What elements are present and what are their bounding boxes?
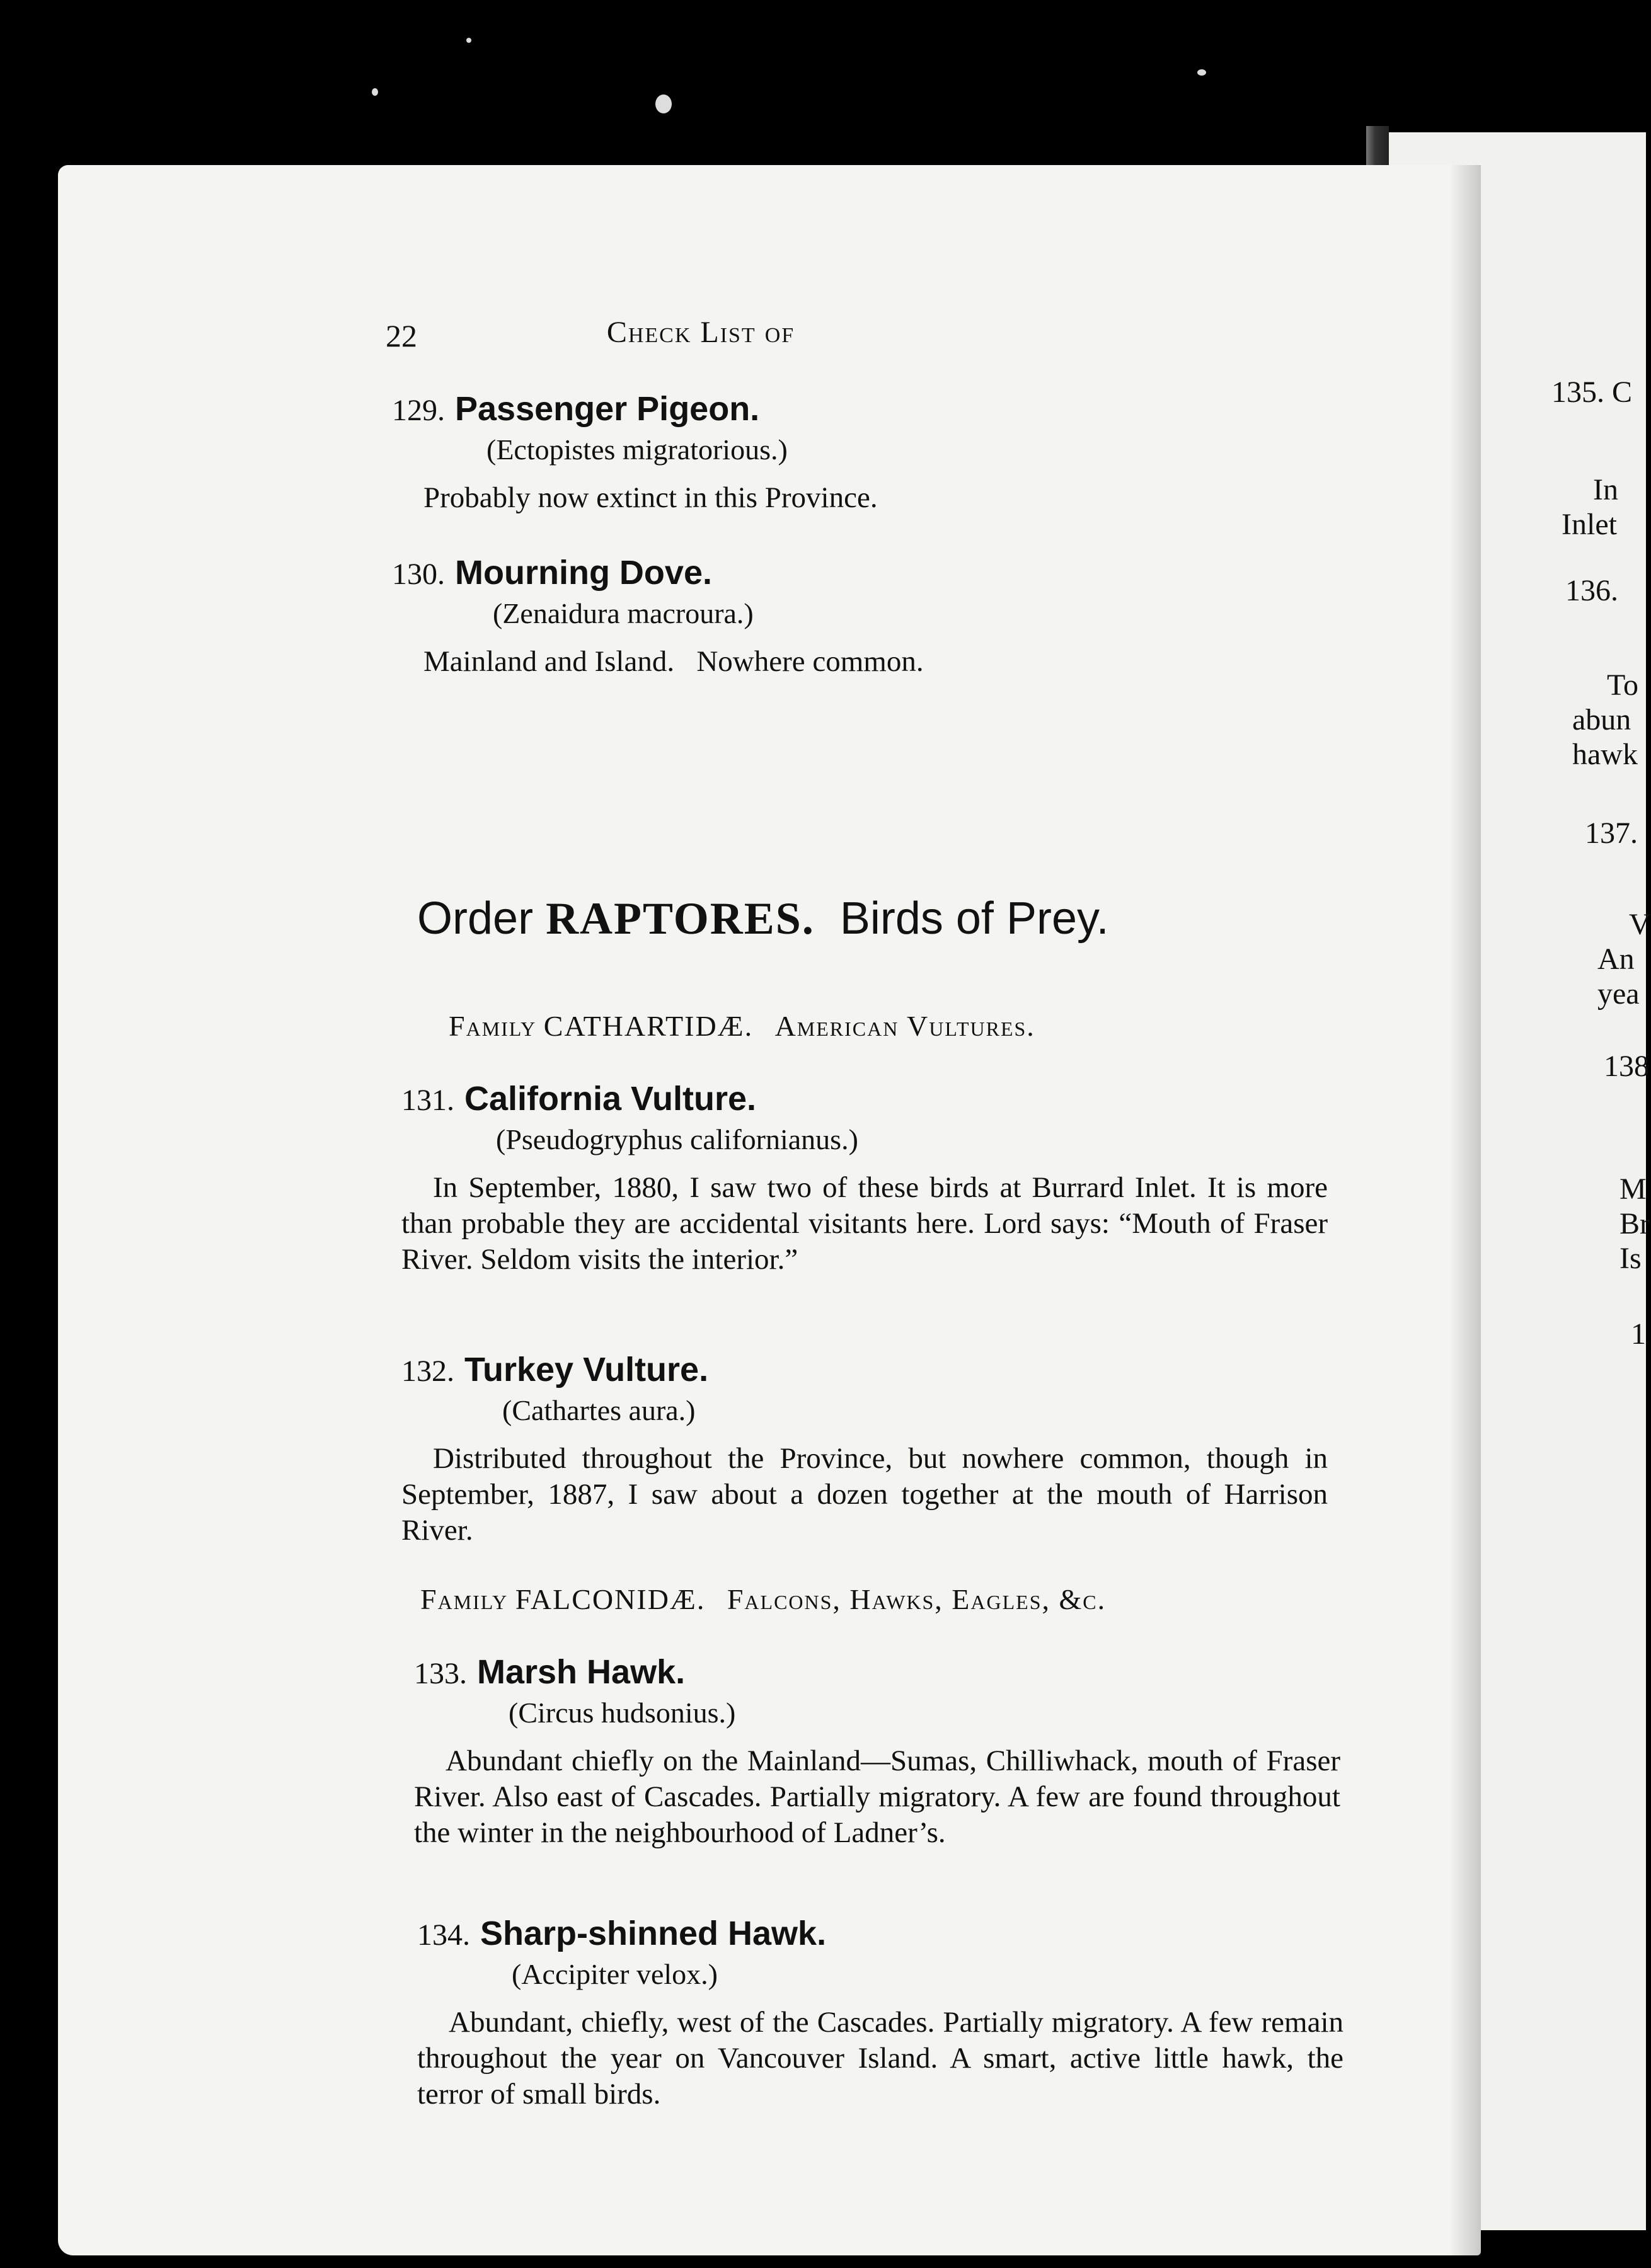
entry-title bbox=[414, 1652, 1340, 1692]
facing-page-fragment: Is bbox=[1619, 1242, 1642, 1275]
book-page bbox=[58, 165, 1481, 2255]
entry-description: Abundant chiefly on the Mainland—Sumas, Chilliwhack, mouth of Fraser River. Also east of Cascades. Partially migratory. A few are found throughout the winter in the neighbourhood of Ladner’s. bbox=[414, 1744, 1340, 1849]
species-name: Sharp-shinned Hawk. bbox=[480, 1915, 827, 1952]
latin-name: (Circus hudsonius.) bbox=[509, 1697, 736, 1729]
scan-speck bbox=[372, 88, 378, 96]
facing-page-fragment: 136. bbox=[1565, 574, 1618, 607]
species-entry bbox=[414, 1652, 1340, 1851]
facing-page-fragment: To bbox=[1607, 668, 1638, 702]
latin-name: (Accipiter velox.) bbox=[512, 1958, 718, 1990]
family-heading bbox=[449, 1009, 1331, 1043]
scan-speck bbox=[466, 38, 471, 43]
species-entry bbox=[392, 389, 1318, 516]
family-common-name: American Vultures. bbox=[774, 1010, 1035, 1042]
entry-title bbox=[392, 389, 1318, 429]
scan-speck bbox=[655, 94, 672, 113]
facing-page-fragment: 138 bbox=[1604, 1050, 1649, 1083]
species-name: California Vulture. bbox=[464, 1080, 757, 1118]
entry-number: 130. bbox=[392, 558, 445, 591]
family-name: FALCONIDÆ. bbox=[515, 1583, 706, 1615]
scan-speck bbox=[1197, 69, 1206, 76]
species-name: Mourning Dove. bbox=[455, 554, 712, 592]
order-heading bbox=[417, 893, 1299, 945]
entry-description: Abundant, chiefly, west of the Cascades. Partially migratory. A few remain throughout the year on Vancouver Island. A smart, active little hawk, the terror of small birds. bbox=[417, 2006, 1343, 2110]
species-entry bbox=[401, 1349, 1328, 1549]
page-curl-shade bbox=[1449, 165, 1481, 2255]
facing-page-fragment: V bbox=[1629, 908, 1651, 941]
entry-description: Mainland and Island. Nowhere common. bbox=[423, 645, 924, 678]
facing-page-fragment: 1 bbox=[1631, 1317, 1646, 1351]
family-name: CATHARTIDÆ. bbox=[543, 1010, 754, 1042]
entry-number: 132. bbox=[401, 1354, 454, 1388]
latin-name: (Cathartes aura.) bbox=[502, 1394, 696, 1426]
order-common-name: Birds of Prey. bbox=[839, 893, 1109, 944]
page-number: 22 bbox=[386, 318, 417, 353]
latin-name: (Zenaidura macroura.) bbox=[493, 597, 754, 629]
facing-page-fragment: yea bbox=[1597, 977, 1640, 1011]
entry-number: 129. bbox=[392, 394, 445, 427]
order-prefix: Order bbox=[417, 893, 534, 944]
facing-page-fragment: M bbox=[1619, 1172, 1647, 1206]
facing-page-fragment: hawk bbox=[1572, 738, 1638, 771]
entry-description: Distributed throughout the Province, but nowhere common, though in September, 1887, I saw about a dozen together at the mouth of Harrison River. bbox=[401, 1442, 1328, 1547]
facing-page-fragment: 135. C bbox=[1551, 375, 1633, 409]
species-name: Marsh Hawk. bbox=[477, 1653, 686, 1691]
family-label: Family bbox=[420, 1583, 509, 1615]
entry-title bbox=[392, 553, 1318, 593]
facing-page-fragment: In bbox=[1593, 473, 1618, 507]
facing-page-fragment: Inlet bbox=[1562, 508, 1617, 541]
facing-page-fragment: Br bbox=[1619, 1207, 1650, 1240]
species-name: Passenger Pigeon. bbox=[455, 390, 760, 428]
family-heading bbox=[420, 1583, 1303, 1616]
entry-title bbox=[401, 1349, 1328, 1390]
facing-page-fragment: An bbox=[1597, 942, 1635, 976]
entry-title bbox=[401, 1079, 1328, 1119]
entry-description: In September, 1880, I saw two of these birds at Burrard Inlet. It is more than probable they are accidental visitants here. Lord says: “Mouth of Fraser River. Seldom visits the interior.” bbox=[401, 1171, 1328, 1276]
entry-title bbox=[417, 1913, 1343, 1954]
latin-name: (Ectopistes migratorious.) bbox=[486, 433, 788, 466]
running-header: Check List of bbox=[606, 316, 795, 349]
entry-description: Probably now extinct in this Province. bbox=[423, 481, 878, 514]
order-name: RAPTORES. bbox=[546, 893, 815, 944]
entry-number: 133. bbox=[414, 1657, 467, 1690]
family-label: Family bbox=[449, 1010, 537, 1042]
family-common-name: Falcons, Hawks, Eagles, &c. bbox=[727, 1583, 1107, 1615]
facing-page-fragment: abun bbox=[1572, 703, 1631, 736]
species-entry bbox=[401, 1079, 1328, 1278]
facing-page-fragment: 137. bbox=[1585, 816, 1638, 850]
species-entry bbox=[417, 1913, 1343, 2112]
entry-number: 131. bbox=[401, 1084, 454, 1117]
species-entry bbox=[392, 553, 1318, 680]
entry-number: 134. bbox=[417, 1918, 470, 1952]
latin-name: (Pseudogryphus californianus.) bbox=[496, 1123, 858, 1155]
species-name: Turkey Vulture. bbox=[464, 1351, 709, 1389]
